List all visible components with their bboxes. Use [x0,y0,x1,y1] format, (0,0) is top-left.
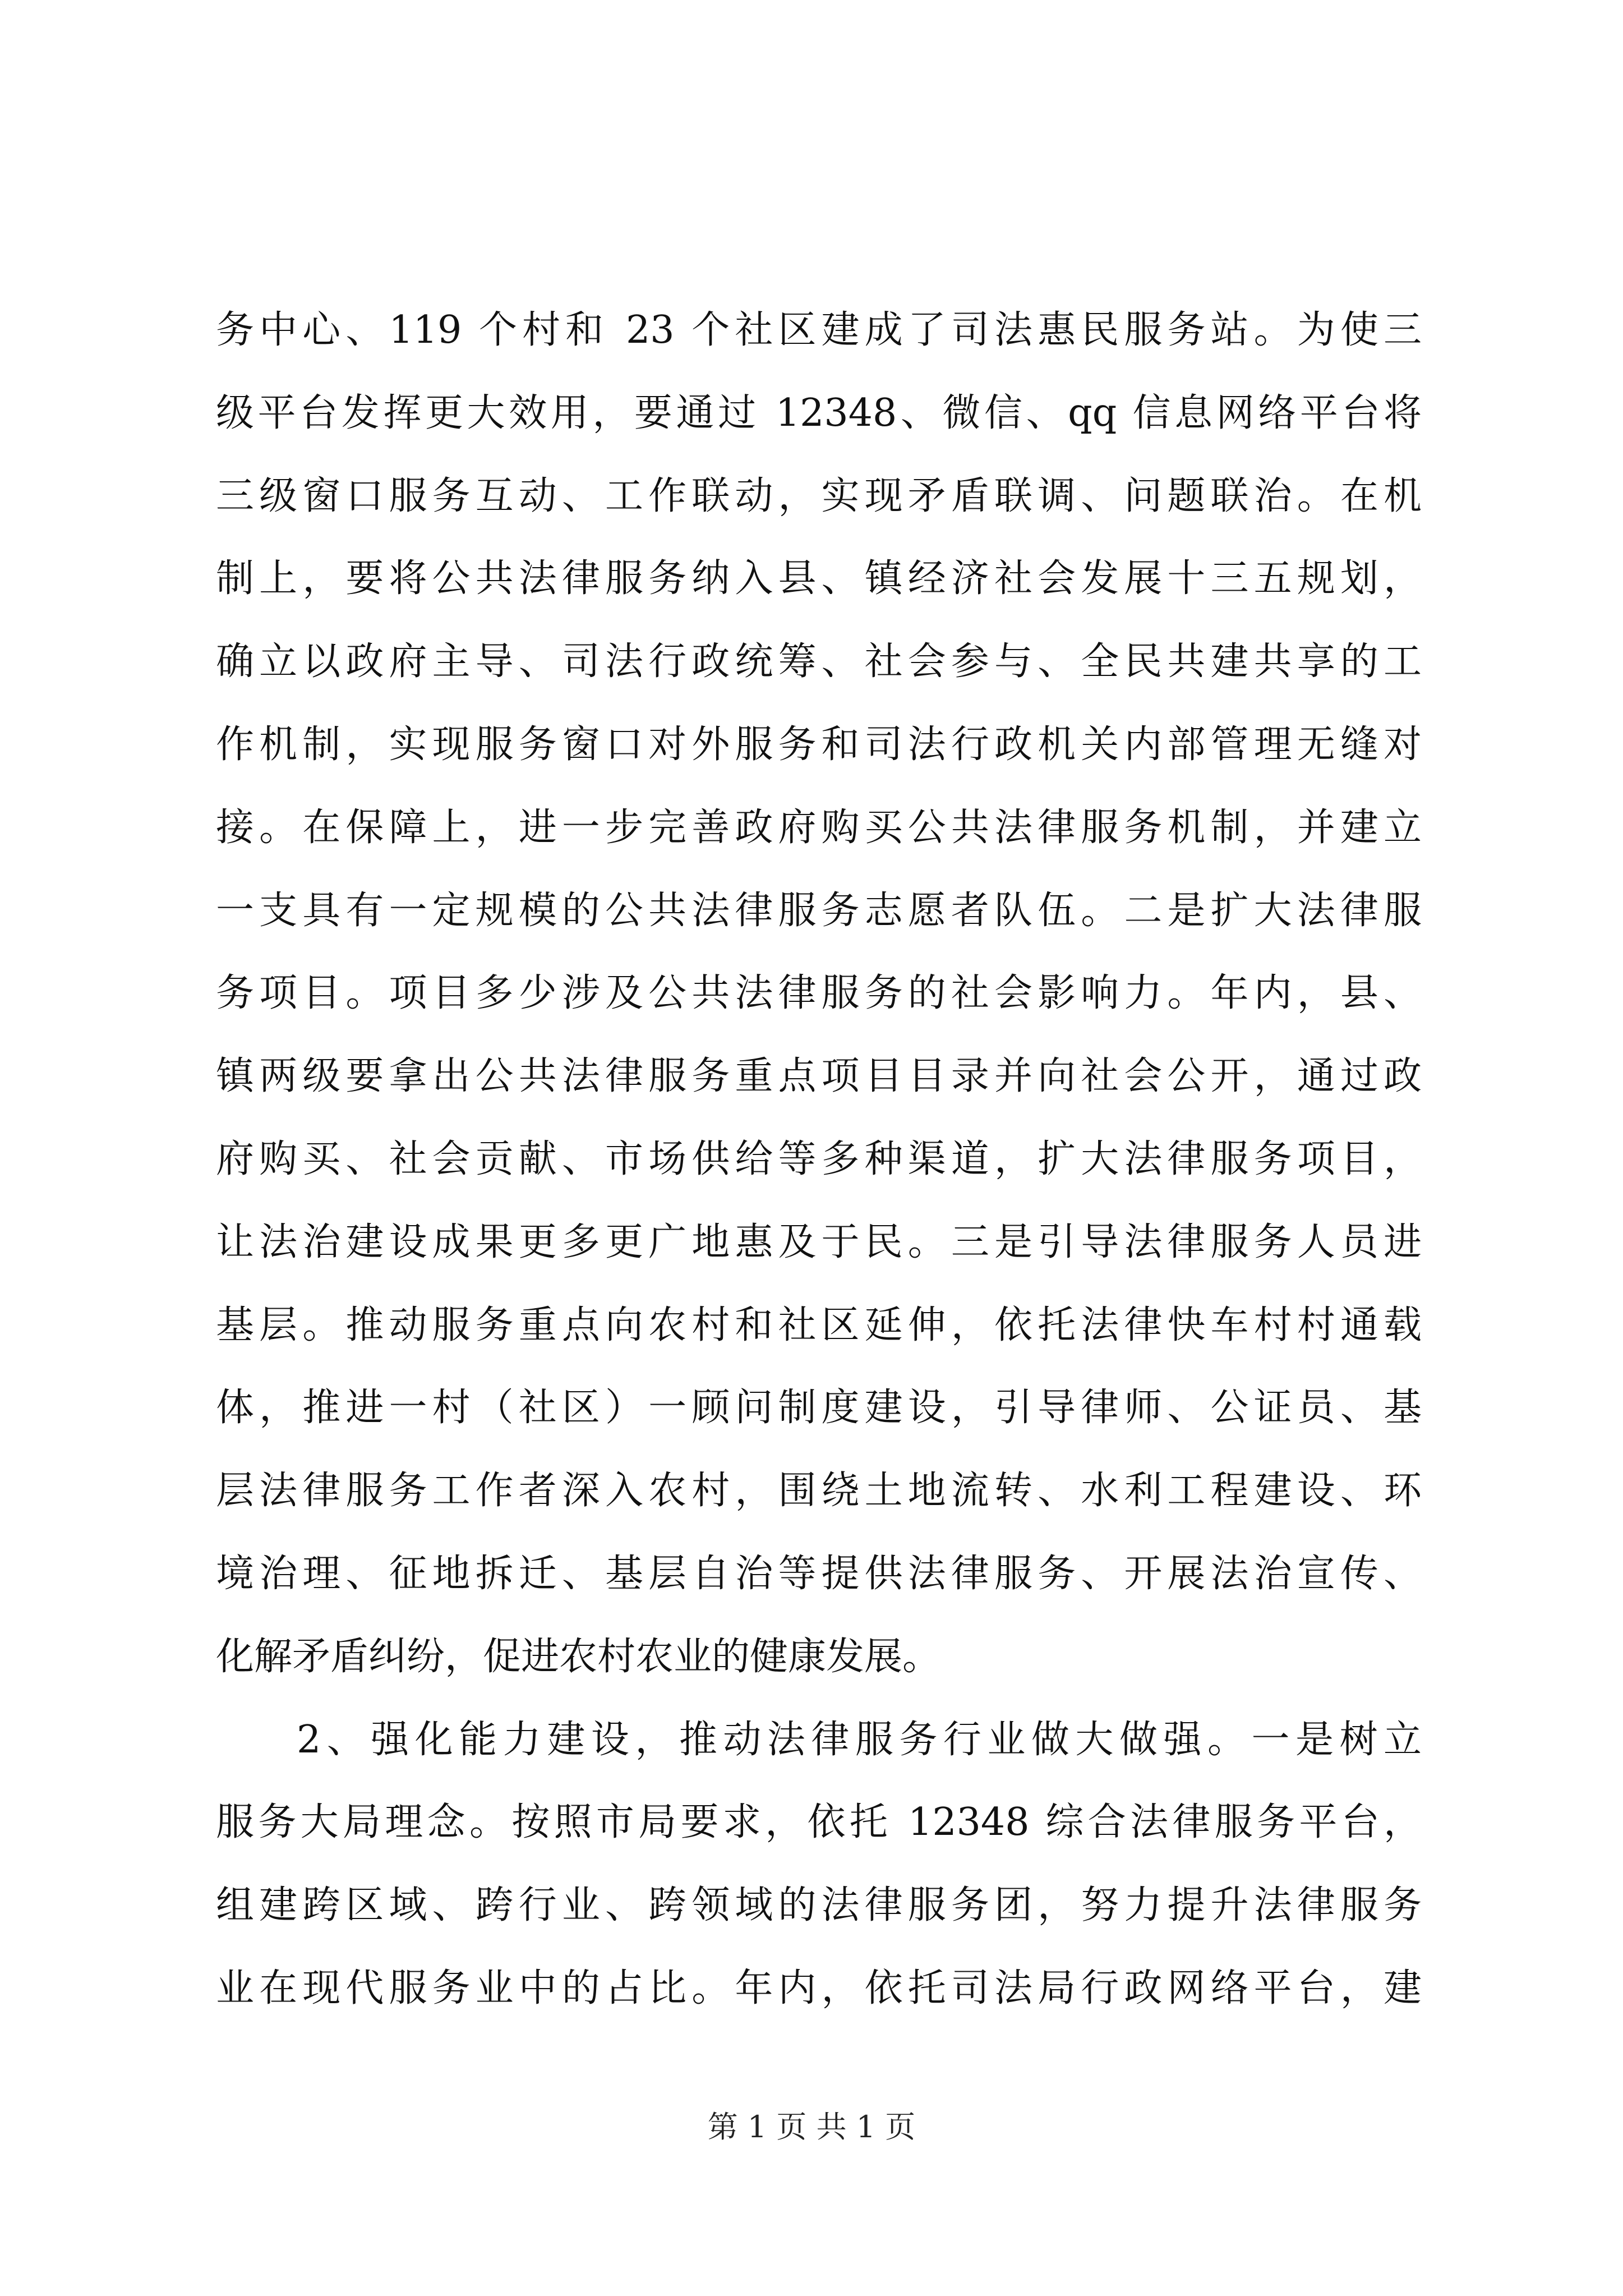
document-body [216,289,1422,2030]
text-line: 化解矛盾纠纷，促进农村农业的健康发展。 [216,1634,941,1679]
text-line: 让法治建设成果更多更广地惠及于民。三是引导法律服务人员进 [216,1220,1422,1264]
text-line: 体，推进一村（社区）一顾问制度建设，引导律师、公证员、基 [216,1386,1422,1430]
text-line: 接。在保障上，进一步完善政府购买公共法律服务机制，并建立 [216,805,1422,850]
text-line: 镇两级要拿出公共法律服务重点项目目录并向社会公开，通过政 [216,1054,1422,1099]
text-line: 务中心、119 个村和 23 个社区建成了司法惠民服务站。为使三 [216,308,1422,352]
text-line: 服务大局理念。按照市局要求，依托 12348 综合法律服务平台， [216,1800,1422,1845]
text-line: 层法律服务工作者深入农村，围绕土地流转、水利工程建设、环 [216,1469,1422,1513]
text-line: 制上，要将公共法律服务纳入县、镇经济社会发展十三五规划， [216,556,1422,601]
text-line: 级平台发挥更大效用，要通过 12348、微信、qq 信息网络平台将 [216,390,1422,435]
text-line: 境治理、征地拆迁、基层自治等提供法律服务、开展法治宣传、 [216,1551,1422,1596]
text-line: 作机制，实现服务窗口对外服务和司法行政机关内部管理无缝对 [216,722,1422,767]
paragraph-1 [216,289,1422,1699]
text-line: 府购买、社会贡献、市场供给等多种渠道，扩大法律服务项目， [216,1137,1422,1181]
text-line: 基层。推动服务重点向农村和社区延伸，依托法律快车村村通载 [216,1303,1422,1347]
paragraph-2 [216,1699,1422,2030]
text-line: 一支具有一定规模的公共法律服务志愿者队伍。二是扩大法律服 [216,888,1422,933]
page-number: 第 1 页 共 1 页 [707,2109,916,2145]
text-line: 务项目。项目多少涉及公共法律服务的社会影响力。年内，县、 [216,971,1422,1016]
text-line: 2、强化能力建设，推动法律服务行业做大做强。一是树立 [297,1717,1422,1762]
text-line: 组建跨区域、跨行业、跨领域的法律服务团，努力提升法律服务 [216,1883,1422,1928]
text-line: 三级窗口服务互动、工作联动，实现矛盾联调、问题联治。在机 [216,473,1422,518]
text-line: 业在现代服务业中的占比。年内，依托司法局行政网络平台，建 [216,1966,1422,2010]
text-line: 确立以政府主导、司法行政统筹、社会参与、全民共建共享的工 [216,639,1422,684]
page-footer [0,2105,1623,2150]
